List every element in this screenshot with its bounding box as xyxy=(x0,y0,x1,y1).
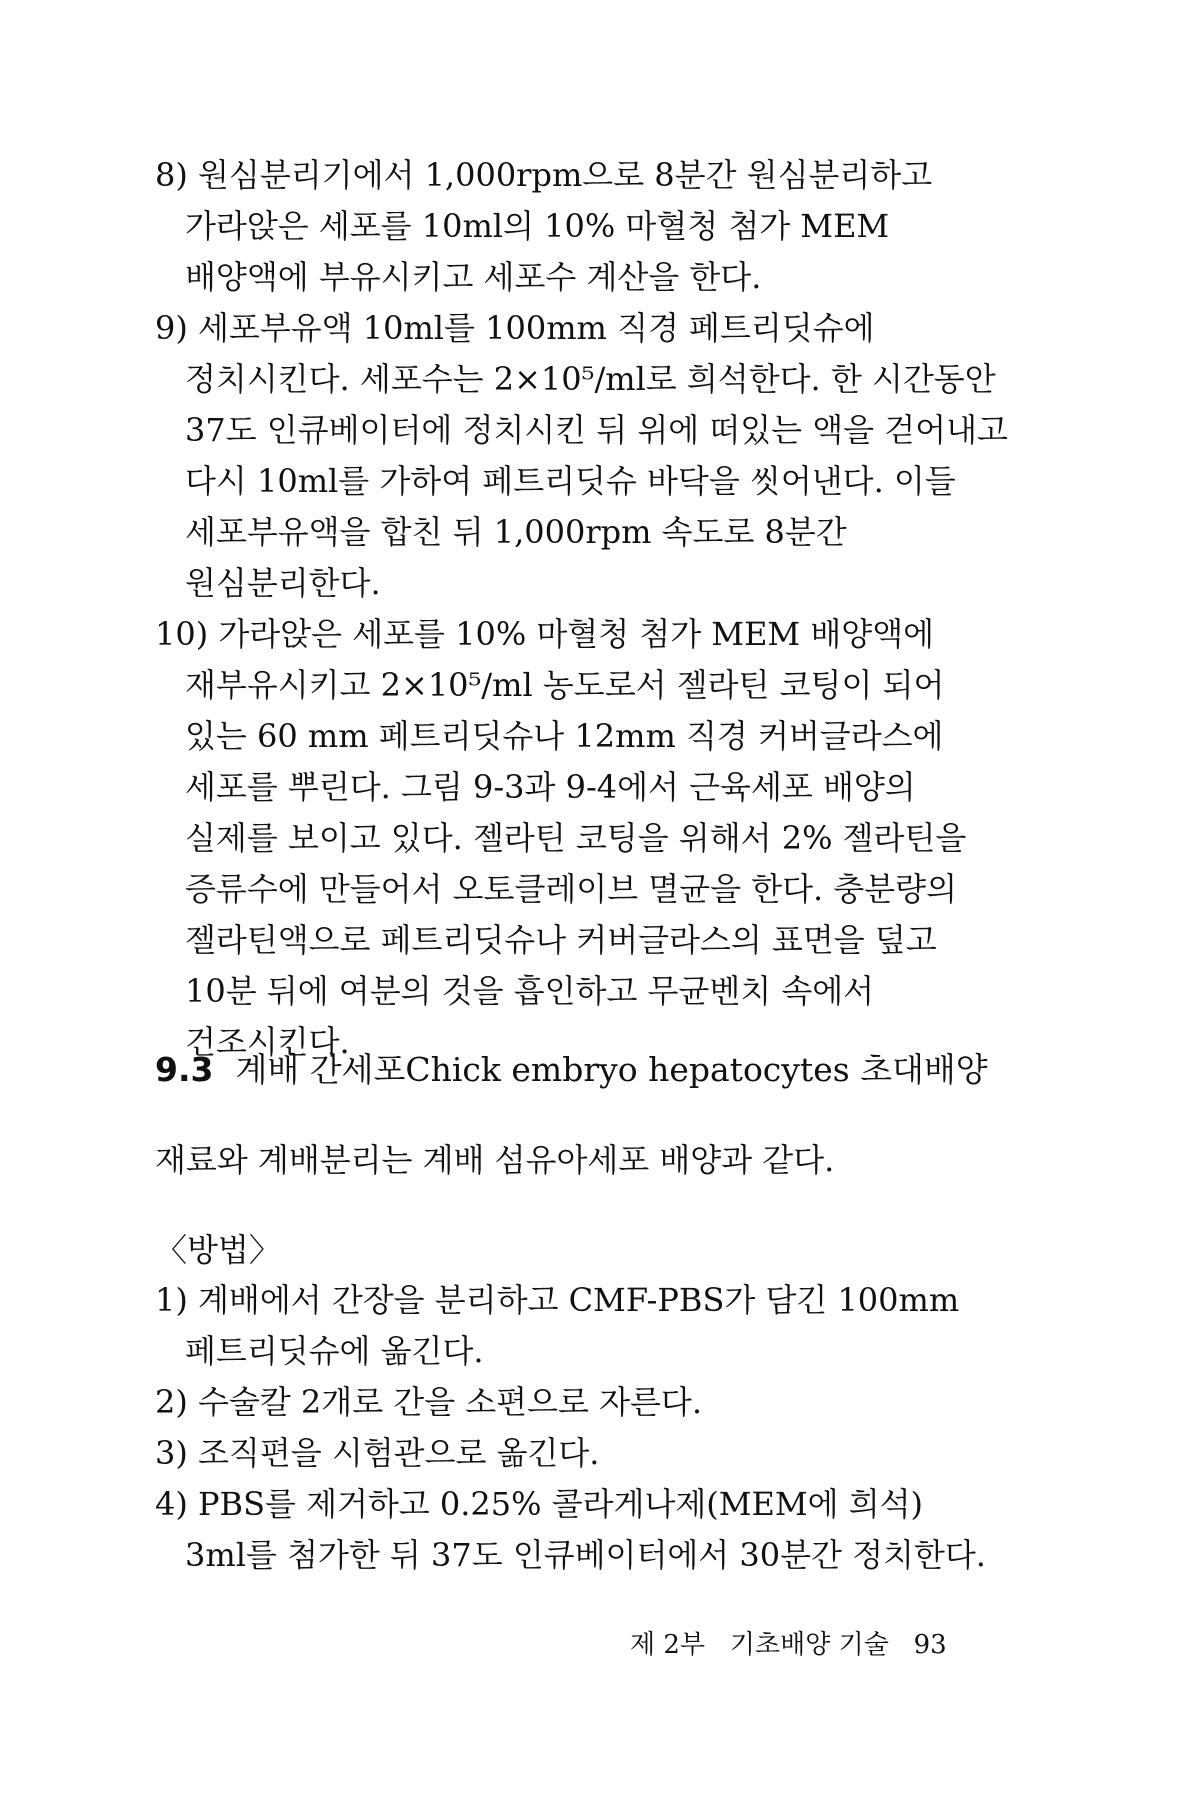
item-text: 계배에서 간장을 분리하고 CMF-PBS가 담긴 100mm 페트리딧슈에 옮긴다. xyxy=(185,1281,960,1370)
footer-section: 기초배양 기술 xyxy=(729,1630,889,1660)
intro-paragraph: 재료와 계배분리는 계배 섬유아세포 배양과 같다. xyxy=(155,1141,835,1179)
item-number: 8) xyxy=(155,156,188,194)
list-item xyxy=(155,1377,1015,1428)
list-item xyxy=(155,1479,1015,1581)
footer-part: 제 2부 xyxy=(630,1630,706,1660)
item-text: 세포부유액 10ml를 100mm 직경 페트리딧슈에 정치시킨다. 세포수는 2×10⁵/ml로 희석한다. 한 시간동안 37도 인큐베이터에 정치시킨 뒤 위에 떠있는 액을 걷어내고 다시 10ml를 가하여 페트리딧슈 바닥을 씻어낸다. 이들 세포부유액을 합친 뒤 1,000rpm 속도로 8분간 원심분리한다. xyxy=(185,309,1008,602)
page-number: 93 xyxy=(913,1630,947,1660)
item-text: 가라앉은 세포를 10% 마혈청 첨가 MEM 배양액에 재부유시키고 2×10⁵/ml 농도로서 젤라틴 코팅이 되어 있는 60 mm 페트리딧슈나 12mm 직경 커버글라스에 세포를 뿌린다. 그림 9-3과 9-4에서 근육세포 배양의 실제를 보이고 있다. 젤라틴 코팅을 위해서 2% 젤라틴을 증류수에 만들어서 오토클레이브 멸균을 한다. 충분량의 젤라틴액으로 페트리딧슈나 커버글라스의 표면을 덮고 10분 뒤에 여분의 것을 흡인하고 무균벤치 속에서 건조시킨다. xyxy=(185,615,967,1061)
item-text: 조직편을 시험관으로 옮긴다. xyxy=(198,1434,600,1472)
section-heading xyxy=(155,1050,988,1090)
item-text: 수술칼 2개로 간을 소편으로 자른다. xyxy=(198,1383,703,1421)
list-item xyxy=(155,1428,1015,1479)
item-number: 1) xyxy=(155,1281,188,1319)
item-number: 9) xyxy=(155,309,188,347)
item-number: 10) xyxy=(155,615,209,653)
item-number: 2) xyxy=(155,1383,188,1421)
item-text: PBS를 제거하고 0.25% 콜라게나제(MEM에 희석) 3ml를 첨가한 뒤 37도 인큐베이터에서 30분간 정치한다. xyxy=(185,1485,986,1574)
item-text: 원심분리기에서 1,000rpm으로 8분간 원심분리하고 가라앉은 세포를 10ml의 10% 마혈청 첨가 MEM 배양액에 부유시키고 세포수 계산을 한다. xyxy=(185,156,933,296)
method-heading: 〈방법〉 xyxy=(155,1231,281,1269)
section-title-text: 계배 간세포Chick embryo hepatocytes 초대배양 xyxy=(235,1050,988,1089)
section-number: 9.3 xyxy=(155,1050,214,1089)
page-footer xyxy=(630,1628,947,1662)
procedure-list-continued xyxy=(155,150,1015,1068)
list-item xyxy=(155,150,1015,303)
method-list xyxy=(155,1275,1015,1581)
list-item xyxy=(155,303,1015,609)
item-number: 3) xyxy=(155,1434,188,1472)
list-item xyxy=(155,609,1015,1068)
item-number: 4) xyxy=(155,1485,188,1523)
list-item xyxy=(155,1275,1015,1377)
